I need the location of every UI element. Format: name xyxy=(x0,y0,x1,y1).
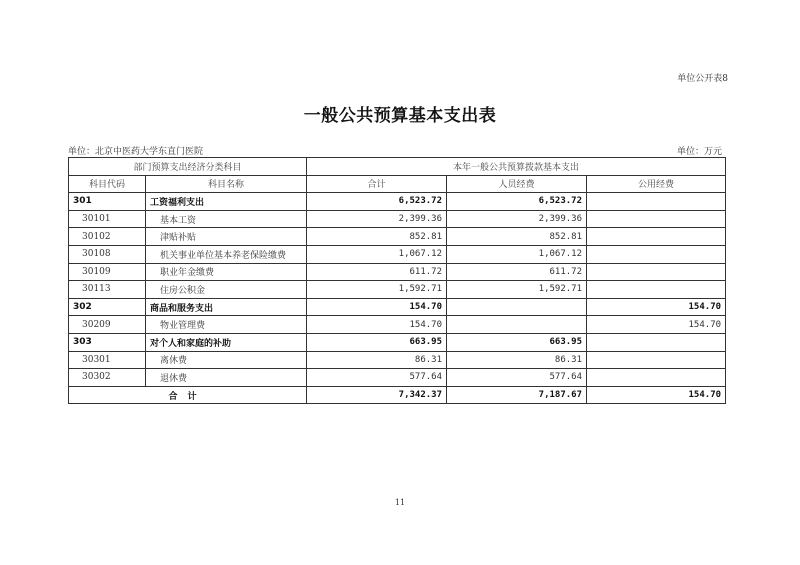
row-code: 30302 xyxy=(69,369,146,387)
header-public: 公用经费 xyxy=(587,175,726,193)
row-public xyxy=(587,369,726,387)
row-name: 机关事业单位基本养老保险缴费 xyxy=(146,245,307,263)
row-total: 86.31 xyxy=(307,351,447,369)
row-personnel: 2,399.36 xyxy=(447,210,587,228)
form-number: 单位公开表8 xyxy=(677,74,728,84)
row-total: 577.64 xyxy=(307,369,447,387)
row-name: 工资福利支出 xyxy=(146,193,307,211)
table-row xyxy=(69,298,726,316)
header-personnel: 人员经费 xyxy=(447,175,587,193)
page-number: 11 xyxy=(394,498,406,507)
total-amount: 7,342.37 xyxy=(307,386,447,404)
organization-unit: 单位：北京中医药大学东直门医院 xyxy=(68,147,204,157)
table-row xyxy=(69,245,726,263)
row-personnel: 852.81 xyxy=(447,228,587,246)
row-total: 852.81 xyxy=(307,228,447,246)
table-row xyxy=(69,316,726,334)
row-personnel: 611.72 xyxy=(447,263,587,281)
row-code: 302 xyxy=(69,298,146,316)
header-name: 科目名称 xyxy=(146,175,307,193)
row-total: 2,399.36 xyxy=(307,210,447,228)
row-total: 611.72 xyxy=(307,263,447,281)
header-code: 科目代码 xyxy=(69,175,146,193)
row-public xyxy=(587,333,726,351)
row-code: 30113 xyxy=(69,281,146,299)
row-public xyxy=(587,210,726,228)
header-economic-classification: 部门预算支出经济分类科目 xyxy=(69,158,307,176)
currency-unit: 单位：万元 xyxy=(676,147,722,157)
table-row xyxy=(69,263,726,281)
page-title: 一般公共预算基本支出表 xyxy=(303,106,497,126)
row-name: 物业管理费 xyxy=(146,316,307,334)
total-row xyxy=(69,386,726,404)
row-public xyxy=(587,245,726,263)
row-code: 30101 xyxy=(69,210,146,228)
row-code: 30108 xyxy=(69,245,146,263)
header-column-row xyxy=(69,175,726,193)
row-name: 退休费 xyxy=(146,369,307,387)
row-total: 1,592.71 xyxy=(307,281,447,299)
row-public: 154.70 xyxy=(587,316,726,334)
row-personnel: 6,523.72 xyxy=(447,193,587,211)
total-label: 合计 xyxy=(69,386,307,404)
row-personnel: 577.64 xyxy=(447,369,587,387)
row-personnel xyxy=(447,298,587,316)
row-name: 基本工资 xyxy=(146,210,307,228)
table-body xyxy=(69,193,726,387)
total-personnel: 7,187.67 xyxy=(447,386,587,404)
row-name: 对个人和家庭的补助 xyxy=(146,333,307,351)
row-public xyxy=(587,228,726,246)
table-row xyxy=(69,210,726,228)
row-public xyxy=(587,281,726,299)
row-code: 30109 xyxy=(69,263,146,281)
row-code: 30209 xyxy=(69,316,146,334)
row-personnel: 663.95 xyxy=(447,333,587,351)
row-total: 1,067.12 xyxy=(307,245,447,263)
row-total: 154.70 xyxy=(307,298,447,316)
row-name: 离休费 xyxy=(146,351,307,369)
row-personnel: 86.31 xyxy=(447,351,587,369)
table-row xyxy=(69,351,726,369)
table-row xyxy=(69,228,726,246)
row-public xyxy=(587,263,726,281)
header-group-row xyxy=(69,158,726,176)
row-code: 30102 xyxy=(69,228,146,246)
table-row xyxy=(69,281,726,299)
header-basic-expenditure: 本年一般公共预算拨款基本支出 xyxy=(307,158,726,176)
row-personnel xyxy=(447,316,587,334)
row-public: 154.70 xyxy=(587,298,726,316)
total-public: 154.70 xyxy=(587,386,726,404)
header-total: 合计 xyxy=(307,175,447,193)
table-row xyxy=(69,333,726,351)
row-public xyxy=(587,351,726,369)
row-code: 303 xyxy=(69,333,146,351)
row-personnel: 1,592.71 xyxy=(447,281,587,299)
row-code: 30301 xyxy=(69,351,146,369)
row-total: 154.70 xyxy=(307,316,447,334)
row-personnel: 1,067.12 xyxy=(447,245,587,263)
row-name: 职业年金缴费 xyxy=(146,263,307,281)
row-total: 6,523.72 xyxy=(307,193,447,211)
row-public xyxy=(587,193,726,211)
table-row xyxy=(69,193,726,211)
row-total: 663.95 xyxy=(307,333,447,351)
row-name: 商品和服务支出 xyxy=(146,298,307,316)
budget-table xyxy=(68,157,726,404)
row-name: 住房公积金 xyxy=(146,281,307,299)
table-row xyxy=(69,369,726,387)
row-name: 津贴补贴 xyxy=(146,228,307,246)
row-code: 301 xyxy=(69,193,146,211)
